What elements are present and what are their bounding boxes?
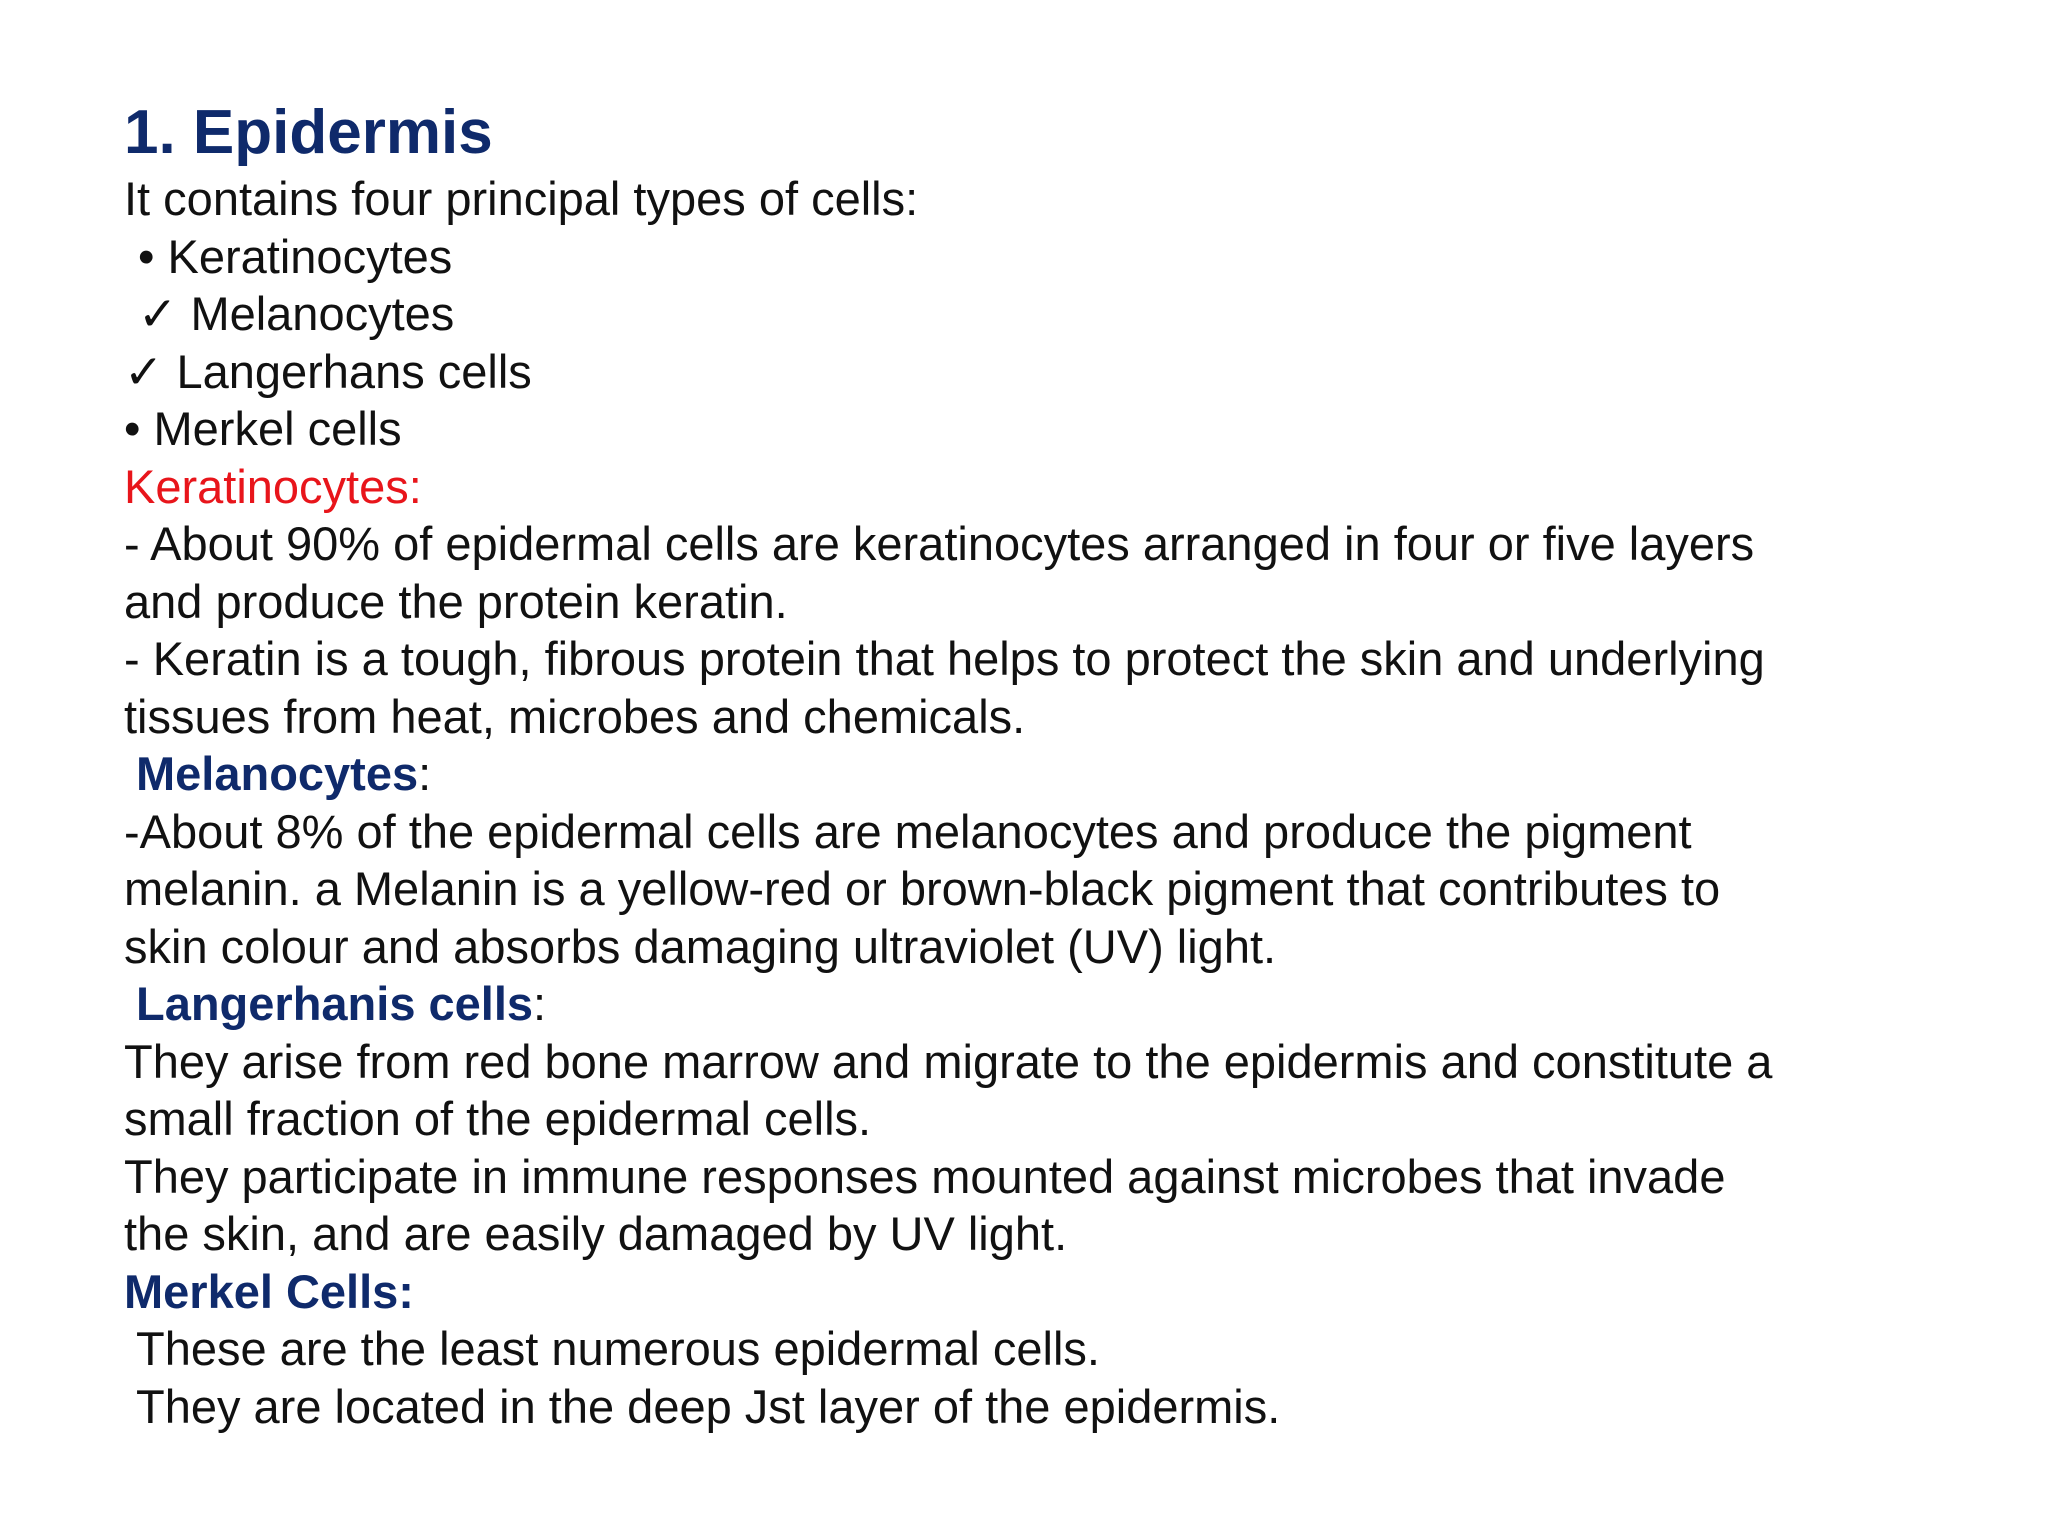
keratinocytes-text: tissues from heat, microbes and chemicals. [124,689,1026,743]
intro-text: It contains four principal types of cells: [124,172,919,225]
merkel-text: These are the least numerous epidermal cells. [136,1322,1100,1375]
langerhans-heading-line [124,975,2014,1033]
melanocytes-text: -About 8% of the epidermal cells are melanocytes and produce the pigment [124,804,1692,858]
langerhans-text: They arise from red bone marrow and migrate to the epidermis and constitute a [124,1034,1773,1088]
langerhans-heading: Langerhanis cells [136,977,534,1030]
merkel-heading: Merkel Cells: [124,1264,414,1318]
melanocytes-heading-line [124,745,2014,803]
heading-colon: : [418,747,432,800]
melanocytes-heading: Melanocytes [136,747,419,800]
melanocytes-text: skin colour and absorbs damaging ultraviolet (UV) light. [124,919,1277,973]
cell-type-item: ✓ Melanocytes [138,287,455,340]
keratinocytes-text: - Keratin is a tough, fibrous protein that helps to protect the skin and underlying [124,632,1765,685]
langerhans-text: They participate in immune responses mounted against microbes that invade [124,1149,1726,1203]
cell-type-item: • Merkel cells [124,402,402,455]
slide-title: 1. Epidermis [124,98,493,167]
keratinocytes-text: - About 90% of epidermal cells are keratinocytes arranged in four or five layers [124,517,1755,570]
keratinocytes-heading: Keratinocytes: [124,459,422,513]
langerhans-text: small fraction of the epidermal cells. [124,1092,872,1145]
slide-content [124,96,2014,1435]
cell-type-item: ✓ Langerhans cells [124,344,532,398]
melanocytes-text: melanin. a Melanin is a yellow-red or brown-black pigment that contributes to [124,862,1721,915]
keratinocytes-text: and produce the protein keratin. [124,574,788,628]
cell-type-item: • Keratinocytes [138,229,453,283]
merkel-text: They are located in the deep Jst layer of the epidermis. [136,1379,1281,1433]
heading-colon: : [533,977,547,1030]
langerhans-text: the skin, and are easily damaged by UV light. [124,1207,1068,1260]
